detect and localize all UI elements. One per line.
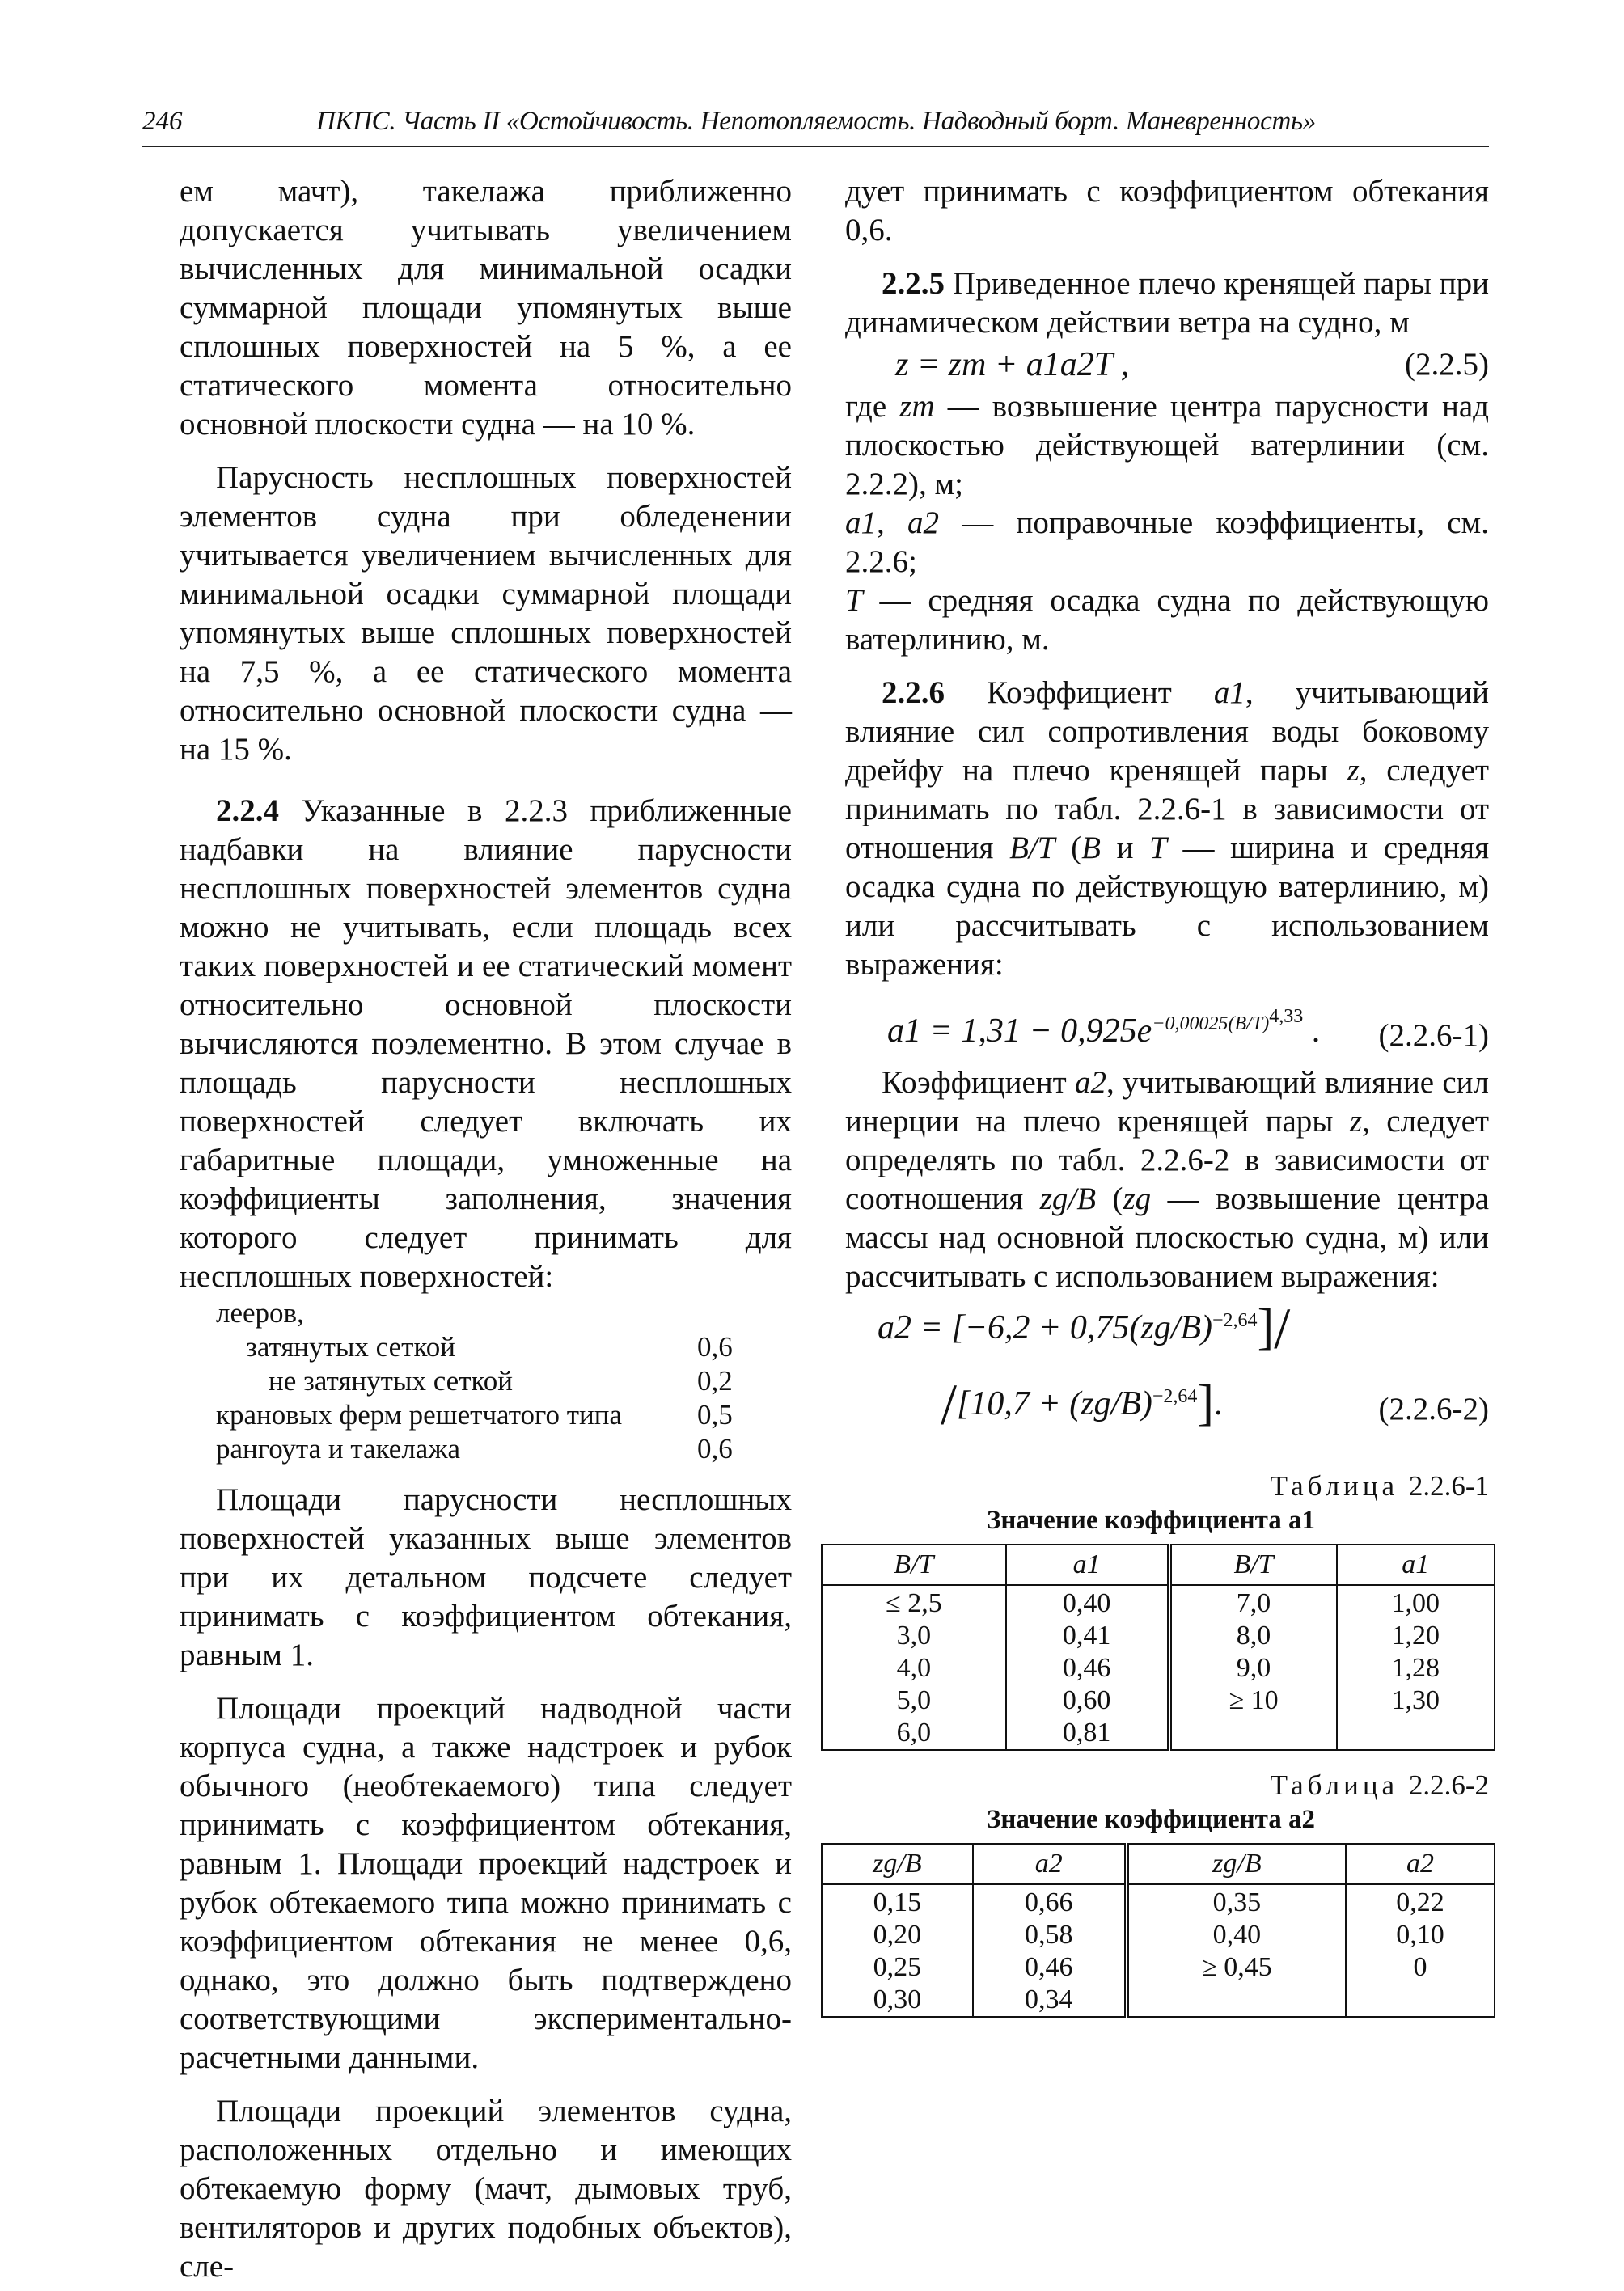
table-row (822, 1585, 1495, 1620)
table-cell: 1,30 (1337, 1684, 1495, 1717)
table-cell: 5,0 (822, 1684, 1006, 1717)
table-cell (1346, 1984, 1495, 2017)
table-cell: 0,58 (973, 1919, 1127, 1951)
table-cell: 0,46 (1006, 1652, 1169, 1684)
formula-expression: z = zт + a1a2T , (895, 346, 1130, 383)
formula-number: (2.2.5) (1405, 347, 1489, 382)
formula-2-2-6-2 (845, 1296, 1489, 1458)
table-cell: 0,30 (822, 1984, 973, 2017)
table-row (822, 1652, 1495, 1684)
table-cell (1169, 1717, 1337, 1750)
table-cell: 0,35 (1127, 1884, 1346, 1919)
running-title: ПКПС. Часть II «Остойчивость. Непотопляемость. Надводный борт. Маневренность» (316, 107, 1316, 136)
section-number: 2.2.4 (216, 793, 279, 828)
table-2-2-6-2 (821, 1843, 1495, 2018)
table-cell (1127, 1984, 1346, 2017)
list-item: затянутых сеткой 0,6 (246, 1331, 733, 1363)
right-column (845, 172, 1489, 2018)
table-cell: ≥ 10 (1169, 1684, 1337, 1717)
table-cell: 1,20 (1337, 1620, 1495, 1652)
paragraph: Парусность несплошных поверхностей элементов судна при обледенении учитывается увеличением вычисленных для минимальной осадки суммарной площади упомянутых выше сплошных поверхностей на 7,5 %, а ее статического момента относительно основной плоскости судна — на 15 %. (180, 460, 792, 767)
formula-2-2-5 (845, 342, 1489, 387)
table-header-row: zg/B a2 zg/B a2 (822, 1844, 1495, 1884)
table-row (822, 1717, 1495, 1750)
table-cell: 8,0 (1169, 1620, 1337, 1652)
section-text: Указанные в 2.2.3 приближенные надбавки на влияние парусности несплошных поверхностей элементов судна можно не учитывать, если площадь всех таких поверхностей и ее статический момент относительно основной плоскости вычисляются поэлементно. В этом случае в площадь парусности несплошных поверхностей следует включать их габаритные площади, умноженные на коэффициенты заполнения, значения которого следует принимать для несплошных поверхностей: (180, 793, 792, 1294)
table-caption: Таблица 2.2.6-2 (1270, 1769, 1489, 1801)
table-cell: 0,41 (1006, 1620, 1169, 1652)
table-cell: 1,28 (1337, 1652, 1495, 1684)
table-cell: 0 (1346, 1951, 1495, 1984)
table-cell: 0,40 (1006, 1585, 1169, 1620)
section-2-2-4 (180, 792, 792, 1296)
table-cell: 0,25 (822, 1951, 973, 1984)
definition-zt: где zт — возвышение центра парусности над плоскостью действующей ватерлинии (см. 2.2.2), м; (845, 389, 1489, 501)
left-column (180, 172, 792, 2286)
table-cell: 1,00 (1337, 1585, 1495, 1620)
table-cell: 0,60 (1006, 1684, 1169, 1717)
definition-T: T — средняя осадка судна по действующую ватерлинию, м. (845, 583, 1489, 657)
table-cell (1337, 1717, 1495, 1750)
paragraph: дует принимать с коэффициентом обтекания 0,6. (845, 174, 1489, 247)
section-2-2-6: 2.2.6 Коэффициент a1, учитывающий влияние сил сопротивления воды боковому дрейфу на плечо кренящей пары z, следует принимать по табл. 2.2.6-1 в зависимости от отношения B/T (B и T — ширина и средняя осадка судна по действующую ватерлинию, м) или рассчитывать с использованием выражения: (845, 675, 1490, 982)
paragraph-a2: Коэффициент a2, учитывающий влияние сил инерции на плечо кренящей пары z, следует определять по табл. 2.2.6-2 в зависимости от соотношения zg/B (zg — возвышение центра массы над основной плоскостью судна, м) или рассчитывать с использованием выражения: (845, 1065, 1490, 1294)
section-number: 2.2.6 (882, 675, 945, 710)
table-cell: 3,0 (822, 1620, 1006, 1652)
list-item: рангоута и такелажа 0,6 (216, 1433, 733, 1465)
table-cell: 4,0 (822, 1652, 1006, 1684)
paragraph: Площади проекций надводной части корпуса судна, а также надстроек и рубок обычного (необтекаемого) типа следует принимать с коэффициентом обтекания, равным 1. Площади проекций надстроек и рубок обтекаемого типа можно принимать с коэффициентом обтекания не менее 0,6, однако, это должно быть подтверждено соответствующими экспериментально-расчетными данными. (180, 1691, 792, 2075)
table-cell: 0,22 (1346, 1884, 1495, 1919)
section-2-2-5: 2.2.5 Приведенное плечо кренящей пары при динамическом действии ветра на судно, м (845, 266, 1489, 340)
table-title: Значение коэффициента a1 (986, 1506, 1316, 1535)
table-cell: 6,0 (822, 1717, 1006, 1750)
table-cell: 0,66 (973, 1884, 1127, 1919)
list-item: крановых ферм решетчатого типа 0,5 (216, 1399, 733, 1431)
formula-number: (2.2.6-2) (1378, 1392, 1489, 1427)
table-cell: 0,15 (822, 1884, 973, 1919)
table-cell: 0,10 (1346, 1919, 1495, 1951)
table-cell: 9,0 (1169, 1652, 1337, 1684)
list-item: не затянутых сеткой 0,2 (269, 1365, 733, 1397)
table-header-row: B/T a1 B/T a1 (822, 1545, 1495, 1585)
section-number: 2.2.5 (882, 266, 945, 301)
table-cell: 0,46 (973, 1951, 1127, 1984)
formula-number: (2.2.6-1) (1378, 1018, 1489, 1053)
table-row (822, 1984, 1495, 2017)
formula-expression: $a1 = 1,31 - 0,925e^{-0,00025(B/T)^{4,33}}$ . (887, 1006, 1321, 1050)
paragraph: Площади проекций элементов судна, расположенных отдельно и имеющих обтекаемую форму (мачт, дымовых труб, вентиляторов и других подобных объектов), сле- (180, 2094, 792, 2284)
table-caption: Таблица 2.2.6-1 (1270, 1470, 1489, 1502)
table-cell: 0,34 (973, 1984, 1127, 2017)
table-title: Значение коэффициента a2 (986, 1805, 1316, 1834)
paragraph: ем мачт), такелажа приближенно допускается учитывать увеличением вычисленных для минимальной осадки суммарной площади упомянутых выше сплошных поверхностей на 5 %, а ее статического момента относительно основной плоскости судна — на 10 %. (180, 174, 792, 442)
table-row (822, 1919, 1495, 1951)
table-row (822, 1951, 1495, 1984)
formula-2-2-6-1 (845, 992, 1489, 1063)
paragraph: Площади парусности несплошных поверхностей указанных выше элементов при их детальном подсчете следует принимать с коэффициентом обтекания, равным 1. (180, 1482, 792, 1672)
coefficient-list (180, 1296, 792, 1466)
page-number: 246 (142, 107, 183, 136)
formula-numerator: $a2 = [-6,2 + 0,75(zg/B)^{-2,64}]/$ (878, 1296, 1291, 1361)
list-item: лееров, (216, 1297, 304, 1329)
definition-a1-a2: a1, a2 — поправочные коэффициенты, см. 2.2.6; (845, 505, 1489, 579)
table-row (822, 1620, 1495, 1652)
table-cell: 7,0 (1169, 1585, 1337, 1620)
table-cell: 0,40 (1127, 1919, 1346, 1951)
table-cell: ≥ 0,45 (1127, 1951, 1346, 1984)
running-header (142, 104, 1489, 147)
table-cell: 0,20 (822, 1919, 973, 1951)
table-cell: ≤ 2,5 (822, 1585, 1006, 1620)
table-2-2-6-1 (821, 1544, 1495, 1751)
table-row (822, 1884, 1495, 1919)
formula-denominator: $/[10,7 + (zg/B)^{-2,64}]$. (941, 1372, 1223, 1437)
table-cell: 0,81 (1006, 1717, 1169, 1750)
table-row (822, 1684, 1495, 1717)
